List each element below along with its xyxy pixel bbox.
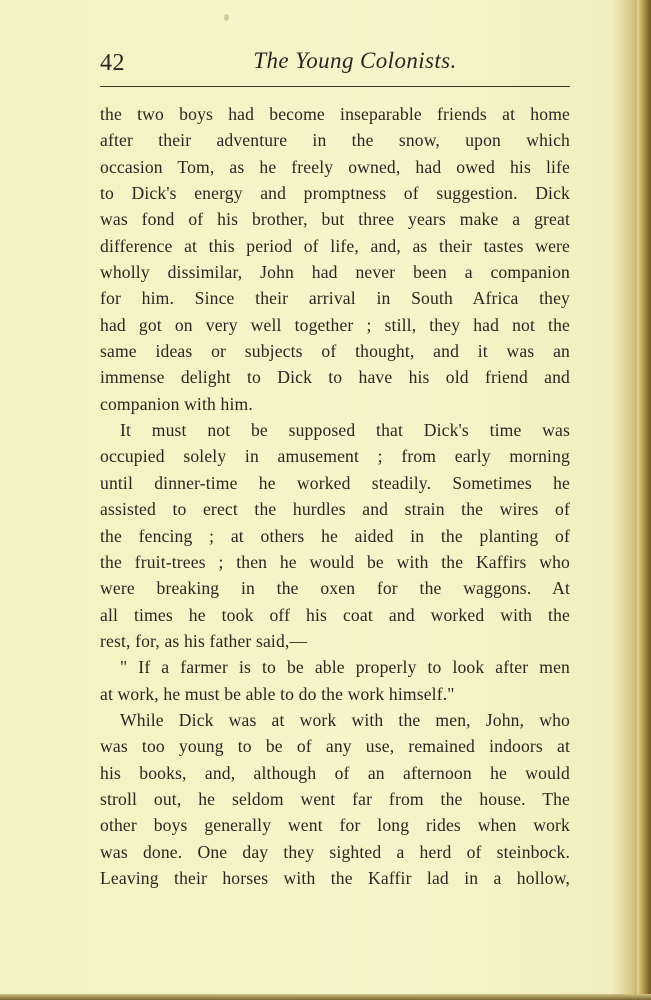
page-number: 42 <box>100 50 125 76</box>
paragraph-end-line: companion with him. <box>100 393 253 414</box>
text-line: until dinner-time he worked steadily. Sometimes he <box>100 472 570 493</box>
quote-line: at work, he must be able to do the work himself." <box>100 683 455 704</box>
text-line: other boys generally went for long rides when work <box>100 815 570 836</box>
text-line: after their adventure in the snow, upon which <box>100 130 570 151</box>
text-line: immense delight to Dick to have his old friend and <box>100 367 570 388</box>
paragraph-start-line: It must not be supposed that Dick's time was <box>120 420 570 441</box>
page-bottom-edge <box>0 994 651 1000</box>
faded-handwriting <box>96 878 626 900</box>
quote-line: " If a farmer is to be able properly to look after men <box>120 657 570 678</box>
paragraph-start-line: While Dick was at work with the men, John, who <box>120 709 570 730</box>
text-line: were breaking in the oxen for the waggons. At <box>100 578 570 599</box>
text-line: for him. Since their arrival in South Africa they <box>100 288 570 309</box>
body-text <box>100 101 570 891</box>
page-header <box>100 44 570 84</box>
text-line: Leaving their horses with the Kaffir lad in a hollow, <box>100 867 570 888</box>
text-line: had got on very well together ; still, they had not the <box>100 314 570 335</box>
running-title: The Young Colonists. <box>253 48 457 73</box>
text-line: occupied solely in amusement ; from early morning <box>100 446 570 467</box>
text-line: to Dick's energy and promptness of suggestion. Dick <box>100 183 570 204</box>
text-line: the fruit-trees ; then he would be with the Kaffirs who <box>100 551 570 572</box>
text-line: was fond of his brother, but three years make a great <box>100 209 570 230</box>
paragraph-end-line: rest, for, as his father said,— <box>100 630 308 651</box>
text-line: same ideas or subjects of thought, and it was an <box>100 341 570 362</box>
text-line: all times he took off his coat and worked with the <box>100 604 570 625</box>
text-line: his books, and, although of an afternoon he would <box>100 762 570 783</box>
header-rule <box>100 86 570 87</box>
text-line: stroll out, he seldom went far from the house. The <box>100 788 570 809</box>
text-line: the two boys had become inseparable friends at home <box>100 104 570 124</box>
text-line: was too young to be of any use, remained indoors at <box>100 736 570 757</box>
text-line: was done. One day they sighted a herd of steinbock. <box>100 841 570 862</box>
text-line: the fencing ; at others he aided in the planting of <box>100 525 570 546</box>
text-line: difference at this period of life, and, as their tastes were <box>100 235 570 256</box>
text-line: occasion Tom, as he freely owned, had owed his life <box>100 156 570 177</box>
text-line: wholly dissimilar, John had never been a companion <box>100 262 570 283</box>
paper-speck <box>224 14 229 21</box>
text-line: assisted to erect the hurdles and strain the wires of <box>100 499 570 520</box>
page-spine-edge <box>637 0 651 1000</box>
